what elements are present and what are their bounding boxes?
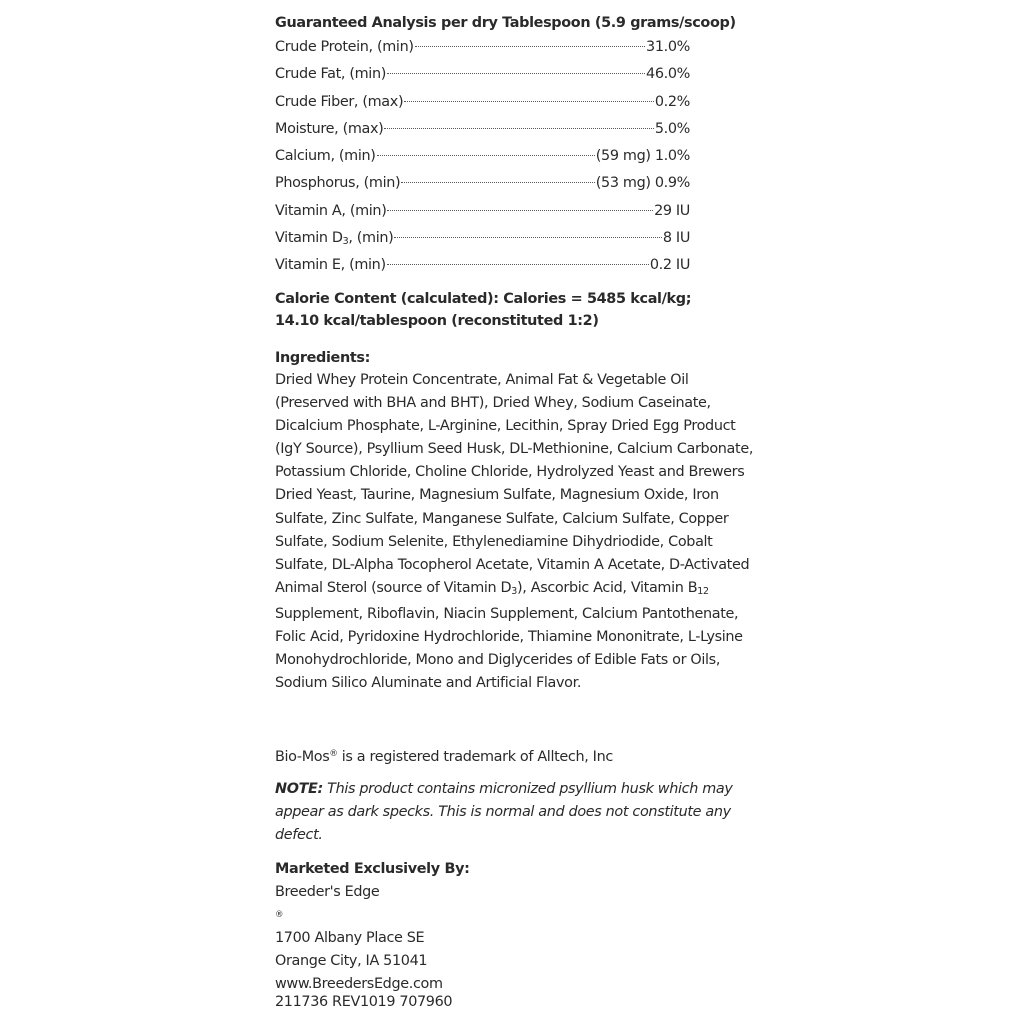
trademark-notice [275, 743, 765, 769]
note-text: This product contains micronized psyllium husk which may appear as dark specks. This is normal and does not constitute any defect. [275, 781, 733, 843]
dot-leader [394, 237, 661, 238]
ingredients-heading: Ingredients: [275, 350, 370, 366]
analysis-value: 0.2% [654, 93, 690, 110]
analysis-row-calcium [275, 143, 690, 170]
analysis-name: Crude Fiber, (max) [275, 93, 404, 110]
calorie-content-line-2: 14.10 kcal/tablespoon (reconstituted 1:2) [275, 313, 599, 329]
analysis-row-vitamin-d3 [275, 225, 690, 252]
product-label [275, 12, 765, 1010]
subscript: 12 [697, 585, 709, 597]
website: www.BreedersEdge.com [275, 976, 443, 992]
analysis-row-vitamin-a [275, 198, 690, 225]
trademark-brand: Bio-Mos [275, 749, 330, 765]
company-name [275, 881, 765, 927]
analysis-name-suffix: , (min) [348, 229, 394, 246]
calorie-content [275, 288, 765, 332]
ingredients-list [275, 369, 765, 695]
analysis-value: 29 IU [654, 202, 690, 219]
analysis-row-vitamin-e [275, 252, 690, 279]
analysis-row-moisture [275, 116, 690, 143]
city-state-zip: Orange City, IA 51041 [275, 953, 428, 969]
calorie-content-line-1: Calorie Content (calculated): Calories = 5485 kcal/kg; [275, 291, 692, 307]
ingredients-text: Dried Whey Protein Concentrate, Animal Fat & Vegetable Oil (Preserved with BHA and BHT), Dried Whey, Sodium Caseinate, Dicalcium Phosphate, L-Arginine, Lecithin, Spray Dried Egg Product (IgY Source), Psyllium Seed Husk, DL-Methionine, Calcium Carbonate, Potassium Chloride, Choline Chloride, Hydrolyzed Yeast and Brewers Dried Yeast, Taurine, Magnesium Sulfate, Magnesium Oxide, Iron Sulfate, Zinc Sulfate, Manganese Sulfate, Calcium Sulfate, Copper Sulfate, Sodium Selenite, Ethylenediamine Dihydriodide, Cobalt Sulfate, DL-Alpha Tocopherol Acetate, Vitamin A Acetate, D-Activated Animal Sterol (source of Vitamin D [275, 372, 754, 596]
lot-code: 211736 REV1019 707960 [275, 994, 453, 1010]
registered-mark: ® [329, 749, 338, 759]
trademark-text: is a registered trademark of Alltech, Inc [337, 749, 613, 765]
analysis-value: 46.0% [646, 66, 690, 83]
dot-leader [404, 101, 654, 102]
subscript: 3 [511, 585, 517, 597]
analysis-row-crude-fiber [275, 89, 690, 116]
registered-mark: ® [275, 910, 284, 920]
analysis-name: Crude Protein, (min) [275, 39, 414, 55]
dot-leader [387, 73, 645, 74]
analysis-value: (53 mg) 0.9% [595, 175, 690, 192]
analysis-name: Vitamin E, (min) [275, 257, 386, 273]
analysis-value: (59 mg) 1.0% [595, 148, 690, 164]
analysis-name: Calcium, (min) [275, 148, 376, 164]
ingredients-text: Supplement, Riboflavin, Niacin Supplement, Calcium Pantothenate, Folic Acid, Pyridoxine Hydrochloride, Thiamine Mononitrate, L-Lysine Monohydrochloride, Mono and Diglycerides of Edible Fats or Oils, Sodium Silico Aluminate and Artificial Flavor. [275, 605, 743, 692]
analysis-value: 0.2 IU [649, 257, 690, 273]
analysis-row-phosphorus [275, 170, 690, 197]
product-note [275, 778, 765, 847]
dot-leader [387, 210, 653, 211]
note-label: NOTE: [275, 781, 323, 797]
analysis-name: Crude Fat, (min) [275, 66, 386, 83]
analysis-value: 8 IU [662, 229, 690, 246]
marketer-address [275, 881, 765, 996]
analysis-name [275, 225, 393, 255]
analysis-value: 31.0% [646, 39, 690, 55]
dot-leader [384, 128, 653, 129]
analysis-name-text: Vitamin D [275, 229, 343, 246]
subscript: 3 [342, 235, 349, 247]
analysis-name: Moisture, (max) [275, 120, 384, 137]
guaranteed-analysis-heading: Guaranteed Analysis per dry Tablespoon (5.9 grams/scoop) [275, 15, 736, 31]
marketed-by-heading: Marketed Exclusively By: [275, 861, 470, 877]
analysis-name: Vitamin A, (min) [275, 202, 387, 219]
analysis-value: 5.0% [654, 120, 690, 137]
dot-leader [401, 182, 595, 183]
analysis-name: Phosphorus, (min) [275, 175, 401, 192]
street-address: 1700 Albany Place SE [275, 930, 425, 946]
dot-leader [387, 264, 649, 265]
guaranteed-analysis-table [275, 34, 765, 279]
dot-leader [377, 155, 595, 156]
dot-leader [415, 46, 645, 47]
ingredients-text: ), Ascorbic Acid, Vitamin B [517, 579, 698, 596]
analysis-row-crude-fat [275, 61, 690, 88]
company-name-text: Breeder's Edge [275, 884, 380, 900]
analysis-row-crude-protein [275, 34, 690, 61]
